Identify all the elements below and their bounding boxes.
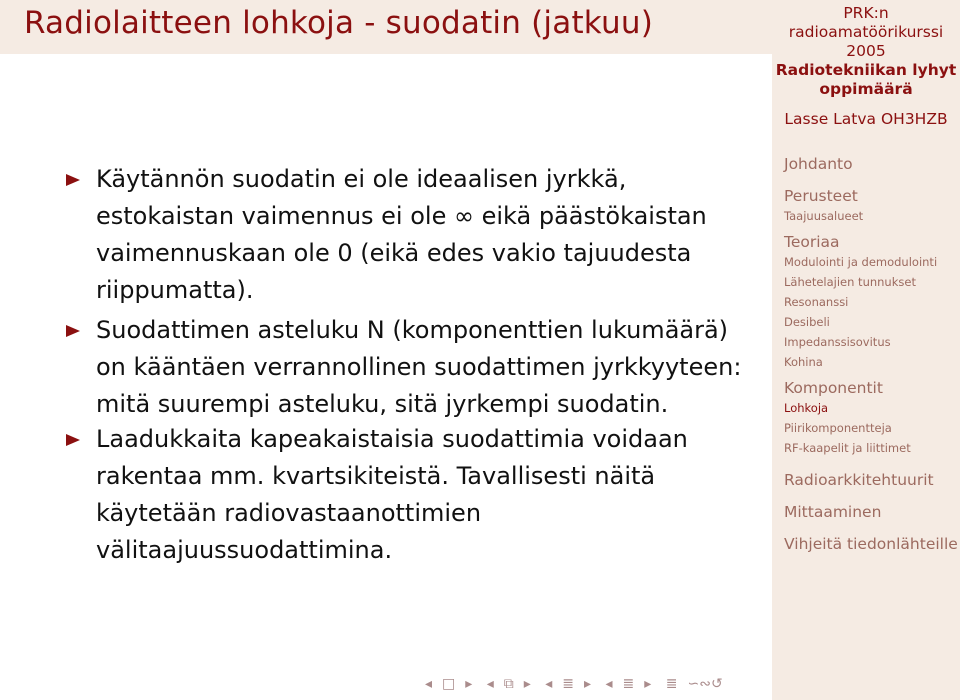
toc-item-resonanssi[interactable]: Resonanssi (784, 295, 849, 309)
nav-next-frame-icon[interactable]: ▸ (523, 676, 531, 692)
sidebar-author: Lasse Latva OH3HZB (784, 110, 948, 128)
sidebar-header (772, 4, 960, 99)
toc-item-desibeli[interactable]: Desibeli (784, 315, 830, 329)
sidebar-subtitle-2: oppimäärä (819, 80, 913, 98)
toc-item-piirikomponentteja[interactable]: Piirikomponentteja (784, 421, 892, 435)
nav-subsection-icon[interactable]: ≣ (562, 676, 575, 692)
page-title: Radiolaitteen lohkoja - suodatin (jatkuu) (24, 5, 653, 41)
toc-item-rf-kaapelit[interactable]: RF-kaapelit ja liittimet (784, 441, 911, 455)
nav-search-icon[interactable]: ∽∾↺ (687, 676, 723, 692)
toc-item-impedanssisovitus[interactable]: Impedanssisovitus (784, 335, 891, 349)
nav-prev-slide-icon[interactable]: ◂ (425, 676, 433, 692)
sidebar-year: 2005 (846, 42, 886, 60)
toc-section-komponentit[interactable]: Komponentit (784, 379, 883, 397)
nav-slide-icon[interactable]: □ (442, 676, 456, 692)
toc-section-mittaaminen[interactable]: Mittaaminen (784, 503, 882, 521)
toc-item-lahetelajit[interactable]: Lähetelajien tunnukset (784, 275, 916, 289)
nav-document-icon[interactable]: ≣ (665, 676, 678, 692)
toc-item-lohkoja[interactable]: Lohkoja (784, 401, 829, 415)
nav-next-subsection-icon[interactable]: ▸ (584, 676, 592, 692)
list-item (66, 161, 756, 309)
nav-prev-section-icon[interactable]: ◂ (605, 676, 613, 692)
navigation-bar (425, 676, 733, 692)
list-item (66, 421, 756, 569)
toc-item-kohina[interactable]: Kohina (784, 355, 823, 369)
nav-next-slide-icon[interactable]: ▸ (465, 676, 473, 692)
nav-prev-frame-icon[interactable]: ◂ (486, 676, 494, 692)
triangle-bullet-icon (66, 174, 80, 186)
sidebar (772, 0, 960, 700)
toc-item-taajuusalueet[interactable]: Taajuusalueet (784, 209, 864, 223)
list-item (66, 312, 756, 423)
frame-title-bar (0, 0, 772, 54)
nav-next-section-icon[interactable]: ▸ (644, 676, 652, 692)
toc-section-vihjeita[interactable]: Vihjeitä tiedonlähteille (784, 535, 958, 553)
triangle-bullet-icon (66, 325, 80, 337)
list-item-text: Suodattimen asteluku N (komponenttien lukumäärä) on kääntäen verrannollinen suodattimen jyrkkyyteen: mitä suurempi asteluku, sitä jyrkempi suodatin. (96, 316, 742, 418)
toc-section-johdanto[interactable]: Johdanto (784, 155, 853, 173)
triangle-bullet-icon (66, 434, 80, 446)
sidebar-subtitle: Radiotekniikan lyhyt (775, 61, 957, 79)
list-item-text: Laadukkaita kapeakaistaisia suodattimia voidaan rakentaa mm. kvartsikiteistä. Tavallisesti näitä käytetään radiovastaanottimien välitaajuussuodattimina. (96, 425, 688, 564)
table-of-contents (784, 154, 958, 554)
sidebar-course: radioamatöörikurssi (788, 23, 944, 41)
nav-frame-icon[interactable]: ⧉ (503, 676, 514, 692)
toc-section-radioarkkitehtuurit[interactable]: Radioarkkitehtuurit (784, 471, 934, 489)
bullet-list (66, 161, 756, 569)
nav-section-icon[interactable]: ≣ (622, 676, 635, 692)
list-item-text: Käytännön suodatin ei ole ideaalisen jyrkkä, estokaistan vaimennus ei ole ∞ eikä päästökaistan vaimennuskaan ole 0 (eikä edes vakio tajuudesta riippumatta). (96, 165, 707, 304)
nav-prev-subsection-icon[interactable]: ◂ (545, 676, 553, 692)
toc-item-modulointi[interactable]: Modulointi ja demodulointi (784, 255, 938, 269)
toc-section-teoriaa[interactable]: Teoriaa (784, 233, 840, 251)
sidebar-org: PRK:n (843, 4, 889, 22)
toc-section-perusteet[interactable]: Perusteet (784, 187, 858, 205)
